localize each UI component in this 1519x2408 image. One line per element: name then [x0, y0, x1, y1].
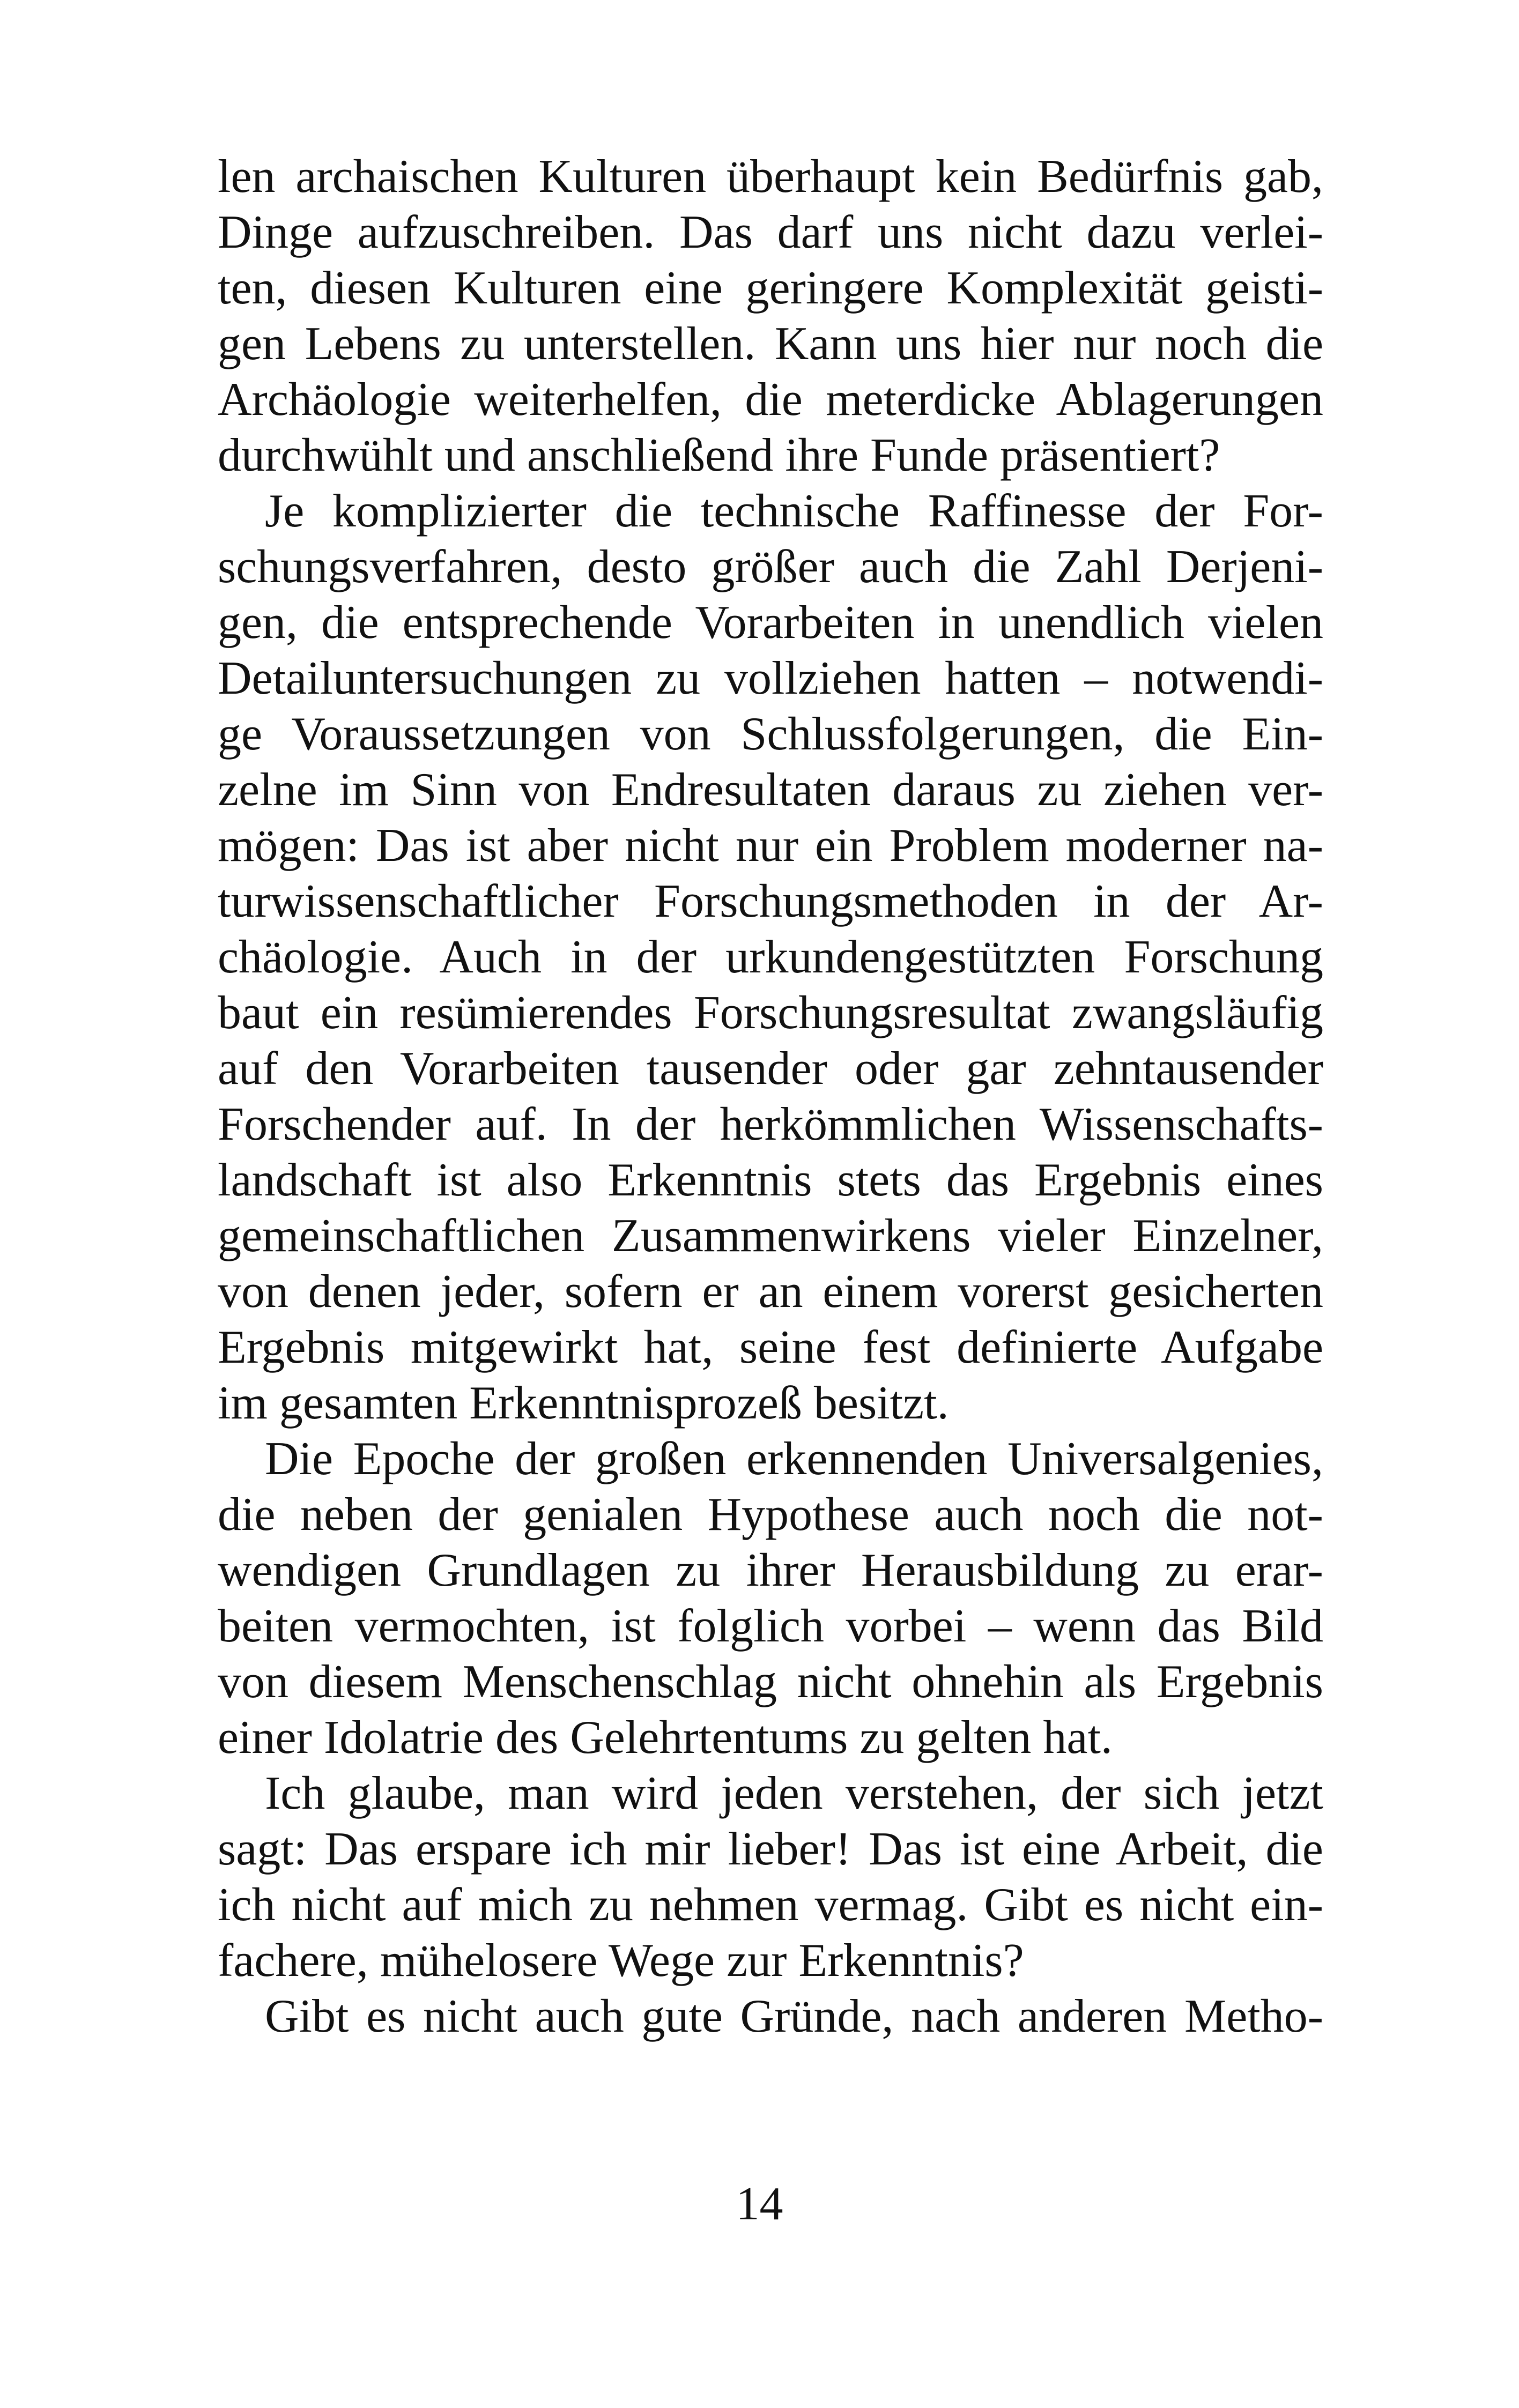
page-number: 14	[736, 2178, 783, 2230]
text-line: Ich glaube, man wird jeden verstehen, der sich jetzt	[265, 1767, 1323, 1819]
text-line: von denen jeder, sofern er an einem vorerst gesicherten	[218, 1266, 1323, 1318]
text-line: Archäologie weiterhelfen, die meterdicke Ablagerungen	[218, 374, 1323, 426]
text-line: zelne im Sinn von Endresultaten daraus zu ziehen ver-	[218, 764, 1323, 816]
paragraph	[218, 149, 1323, 484]
body-text	[218, 149, 1323, 2045]
text-line: turwissenschaftlicher Forschungsmethoden in der Ar-	[218, 875, 1323, 927]
paragraph	[218, 1989, 1323, 2045]
text-line: Dinge aufzuschreiben. Das darf uns nicht dazu verlei-	[218, 206, 1323, 258]
paragraph	[218, 1431, 1323, 1766]
text-line: wendigen Grundlagen zu ihrer Herausbildung zu erar-	[218, 1544, 1323, 1596]
text-line: von diesem Menschenschlag nicht ohnehin als Ergebnis	[218, 1656, 1323, 1708]
text-line: sagt: Das erspare ich mir lieber! Das ist eine Arbeit, die	[218, 1823, 1323, 1875]
text-line: mögen: Das ist aber nicht nur ein Problem moderner na-	[218, 820, 1323, 872]
text-line: ich nicht auf mich zu nehmen vermag. Gibt es nicht ein-	[218, 1879, 1323, 1931]
text-line: Ergebnis mitgewirkt hat, seine fest definierte Aufgabe	[218, 1321, 1323, 1373]
text-line: im gesamten Erkenntnisprozeß besitzt.	[218, 1377, 949, 1429]
text-line: gen, die entsprechende Vorarbeiten in unendlich vielen	[218, 597, 1323, 649]
text-line: Detailuntersuchungen zu vollziehen hatten – notwendi-	[218, 652, 1323, 704]
text-line: len archaischen Kulturen überhaupt kein Bedürfnis gab,	[218, 151, 1323, 203]
text-line: gemeinschaftlichen Zusammenwirkens vieler Einzelner,	[218, 1210, 1323, 1262]
paragraph	[218, 1766, 1323, 1989]
text-line: einer Idolatrie des Gelehrtentums zu gelten hat.	[218, 1712, 1113, 1764]
text-line: durchwühlt und anschließend ihre Funde präsentiert?	[218, 429, 1220, 481]
text-line: schungsverfahren, desto größer auch die Zahl Derjeni-	[218, 541, 1323, 593]
text-line: gen Lebens zu unterstellen. Kann uns hier nur noch die	[218, 318, 1323, 370]
text-line: Je komplizierter die technische Raffinesse der For-	[265, 485, 1323, 537]
text-line: beiten vermochten, ist folglich vorbei – wenn das Bild	[218, 1600, 1323, 1652]
paragraph	[218, 484, 1323, 1431]
text-line: chäologie. Auch in der urkundengestützten Forschung	[218, 931, 1323, 983]
text-line: Forschender auf. In der herkömmlichen Wissenschafts-	[218, 1098, 1323, 1150]
text-line: fachere, mühelosere Wege zur Erkenntnis?	[218, 1935, 1024, 1987]
text-line: landschaft ist also Erkenntnis stets das Ergebnis eines	[218, 1154, 1323, 1206]
text-line: Gibt es nicht auch gute Gründe, nach anderen Metho-	[265, 1990, 1323, 2042]
text-line: baut ein resümierendes Forschungsresultat zwangsläufig	[218, 987, 1323, 1039]
text-line: auf den Vorarbeiten tausender oder gar zehntausender	[218, 1043, 1323, 1095]
text-line: Die Epoche der großen erkennenden Universalgenies,	[265, 1433, 1323, 1485]
text-line: ge Voraussetzungen von Schlussfolgerungen, die Ein-	[218, 708, 1323, 760]
text-line: die neben der genialen Hypothese auch noch die not-	[218, 1489, 1323, 1541]
text-line: ten, diesen Kulturen eine geringere Komplexität geisti-	[218, 262, 1323, 314]
